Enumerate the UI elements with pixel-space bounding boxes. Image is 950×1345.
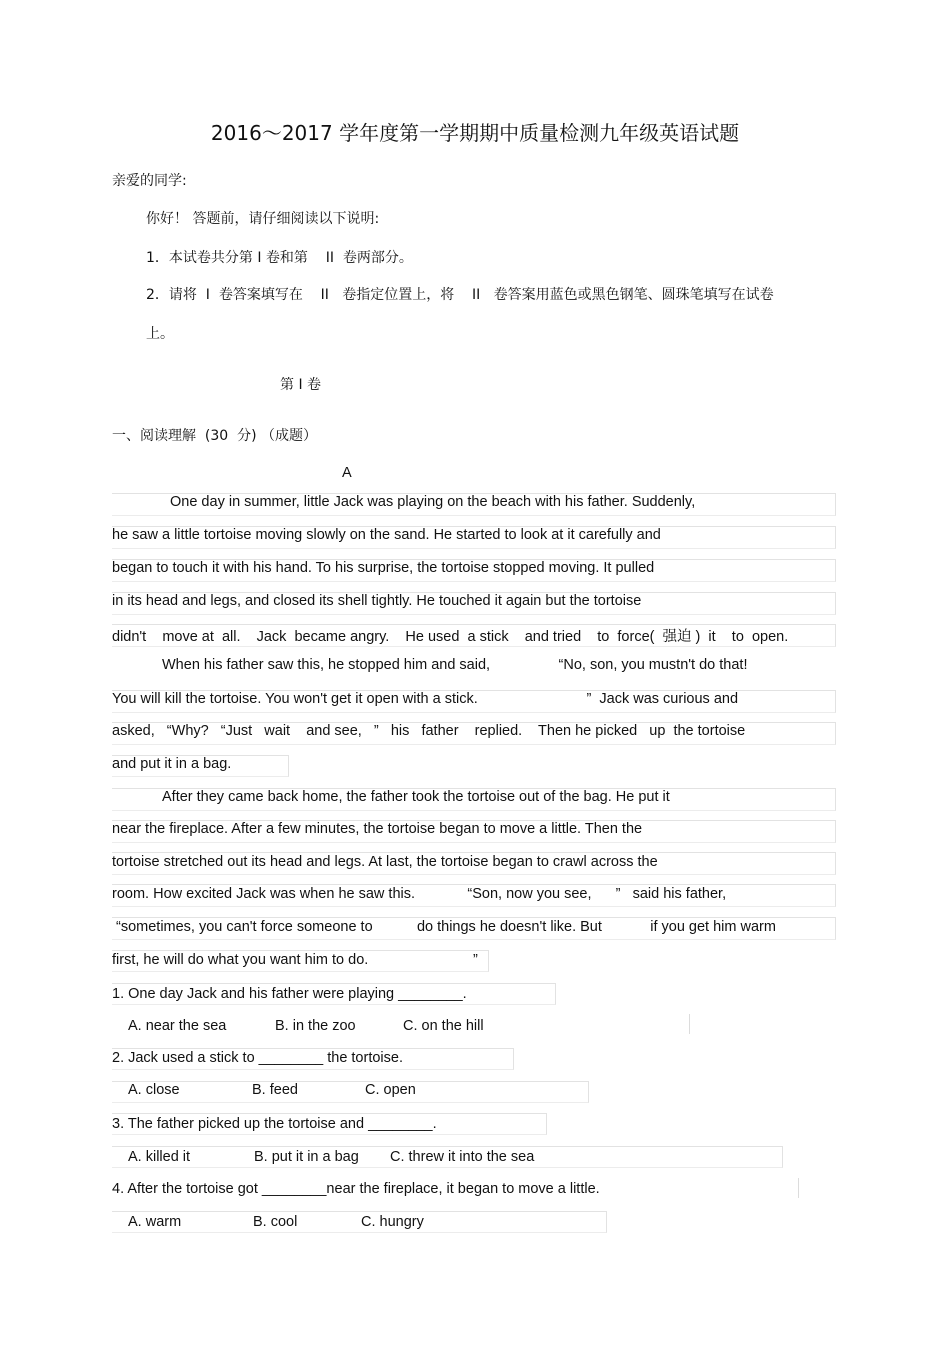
passage-label: A [342,465,352,481]
instruction-2-continued: 上。 [146,326,174,342]
section-heading-reading: 一、阅读理解 (30 分) （成题） [112,428,317,444]
passage-line: didn't move at all. Jack became angry. He used a stick and tried to force( 强迫 ) it to open. [112,629,789,645]
frame-line [798,1178,799,1198]
passage-line: he saw a little tortoise moving slowly on the sand. He started to look at it carefully and [112,527,661,543]
option-2a: A. close [128,1082,180,1098]
option-1b: B. in the zoo [275,1018,356,1034]
passage-line: After they came back home, the father took the tortoise out of the bag. He put it [162,789,670,805]
option-3a: A. killed it [128,1149,191,1165]
option-4c: C. hungry [361,1214,424,1230]
frame-line [112,1081,589,1103]
passage-line: tortoise stretched out its head and legs. At last, the tortoise began to crawl across the [112,854,658,870]
passage-line: began to touch it with his hand. To his surprise, the tortoise stopped moving. It pulled [112,560,655,576]
passage-line: first, he will do what you want him to do. ” [112,952,478,968]
passage-line: You will kill the tortoise. You won't get it open with a stick. ” Jack was curious and [112,691,739,707]
option-1a: A. near the sea [128,1018,227,1034]
option-2c: C. open [365,1082,416,1098]
passage-line: room. How excited Jack was when he saw this. “Son, now you see, ” said his father, [112,886,727,902]
option-4b: B. cool [253,1214,298,1230]
passage-line: near the fireplace. After a few minutes, the tortoise began to move a little. Then the [112,821,643,837]
question-stem-3: 3. The father picked up the tortoise and ________. [112,1116,437,1132]
instruction-1: 1．本试卷共分第 I 卷和第 II 卷两部分。 [146,250,413,266]
passage-line: asked, “Why? “Just wait and see, ” his father replied. Then he picked up the tortoise [112,723,746,739]
option-3b: B. put it in a bag [254,1149,359,1165]
question-stem-2: 2. Jack used a stick to ________ the tortoise. [112,1050,403,1066]
frame-line [112,1211,607,1233]
instruction-2: 2．请将 I 卷答案填写在 II 卷指定位置上，将 II 卷答案用蓝色或黑色钢笔、圆珠笔填写在试卷 [146,287,774,303]
passage-line: “sometimes, you can't force someone to do things he doesn't like. But if you get him warm [116,919,776,935]
greeting: 亲爱的同学: [112,173,187,189]
option-4a: A. warm [128,1214,182,1230]
passage-line: One day in summer, little Jack was playing on the beach with his father. Suddenly, [170,494,696,510]
passage-line: When his father saw this, he stopped him and said, “No, son, you mustn't do that! [162,657,748,673]
option-3c: C. threw it into the sea [390,1149,535,1165]
intro-text: 你好！ 答题前，请仔细阅读以下说明: [146,211,380,227]
passage-line: in its head and legs, and closed its shell tightly. He touched it again but the tortoise [112,593,642,609]
question-stem-4: 4. After the tortoise got ________near the fireplace, it began to move a little. [112,1181,600,1197]
volume-label: 第 I 卷 [280,377,322,393]
page-title: 2016～2017 学年度第一学期期中质量检测九年级英语试题 [210,121,740,145]
passage-line: and put it in a bag. [112,756,232,772]
question-stem-1: 1. One day Jack and his father were playing ________. [112,986,467,1002]
frame-line [689,1014,690,1034]
option-1c: C. on the hill [403,1018,484,1034]
option-2b: B. feed [252,1082,298,1098]
